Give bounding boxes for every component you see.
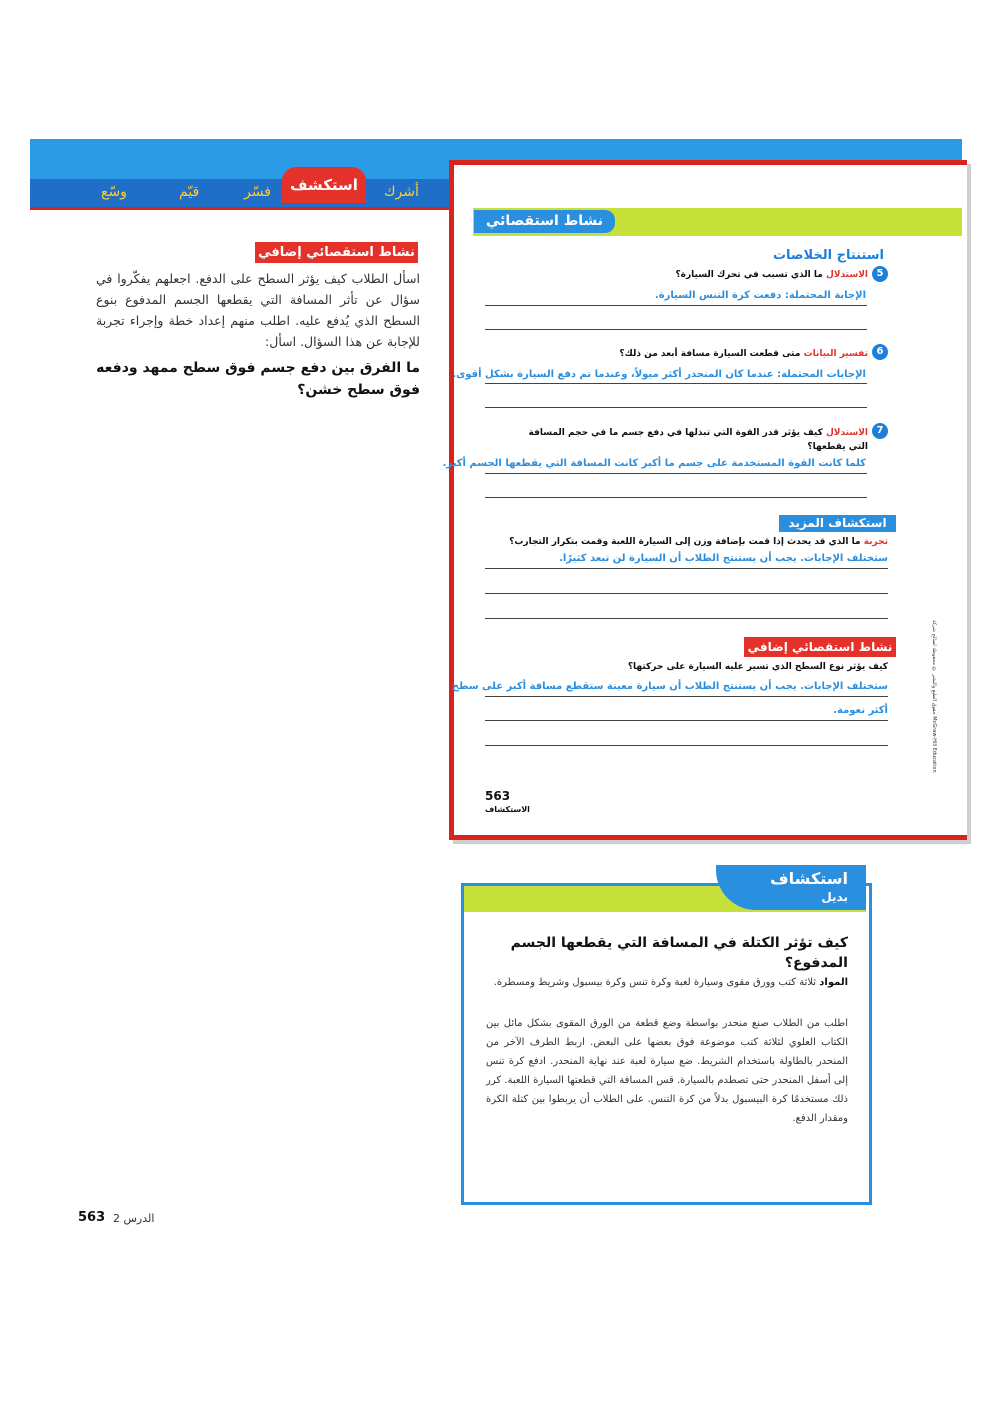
tab-engage[interactable]: أشرك (384, 184, 419, 200)
experiment-text: ما الذي قد يحدث إذا قمت بإضافة وزن إلى السيارة اللعبة وقمت بتكرار التجارب؟ (509, 537, 861, 547)
extra-answer-2: أكثر نعومة. (833, 705, 888, 716)
question-7 (529, 428, 869, 438)
question-number-6: 6 (872, 344, 888, 360)
conclusions-title: استنتاج الخلاصات (772, 248, 884, 263)
question-5-text: ما الذي تسبب في تحرك السيارة؟ (675, 270, 823, 280)
tab-explore-active[interactable]: استكشف (282, 167, 366, 203)
alternate-materials (486, 974, 848, 992)
answer-line (485, 618, 888, 619)
question-6-text: متى قطعت السيارة مسافة أبعد من ذلك؟ (619, 349, 801, 359)
explore-more-badge: استكشاف المزيد (779, 515, 896, 532)
footer-page-number: 563 (78, 1210, 106, 1225)
answer-line (485, 329, 867, 330)
experiment-answer: ستختلف الإجابات. يجب أن يستنتج الطلاب أن السيارة لن تبعد كثيرًا. (559, 553, 888, 564)
question-7-line2: التي يقطعها؟ (807, 442, 868, 452)
alternate-title: استكشاف (770, 869, 848, 888)
answer-line (485, 696, 888, 697)
tab-extend[interactable]: وسّع (101, 184, 127, 200)
answer-7: كلما كانت القوة المستخدمة على جسم ما أكبر كانت المسافة التي يقطعها الجسم أكبر. (442, 458, 866, 469)
extra-question: كيف يؤثر نوع السطح الذي تسير عليه السيارة على حركتها؟ (627, 662, 888, 672)
card-page-number: 563 (485, 789, 511, 803)
left-heading: نشاط استقصائي إضافي (255, 242, 418, 263)
alternate-subtitle: بديل (821, 890, 848, 904)
vertical-credit: حقوق الطبع والنشر © محفوظة لصالح شركة McGraw-Hill Education (931, 620, 937, 773)
answer-line (485, 305, 867, 306)
question-5-keyword: الاستدلال (825, 270, 868, 280)
question-7-keyword: الاستدلال (825, 428, 868, 438)
extra-answer-1: ستختلف الإجابات. يجب أن يستنتج الطلاب أن سيارة معينة ستقطع مسافة أكبر على سطح (451, 681, 888, 692)
card-header-label: نشاط استقصائي (474, 210, 615, 233)
question-number-7: 7 (872, 423, 888, 439)
card-page-label: الاستكشاف (485, 805, 530, 814)
footer-lesson: الدرس 2 (113, 1212, 155, 1225)
answer-line (485, 593, 888, 594)
answer-line (485, 745, 888, 746)
tab-evaluate[interactable]: قيّم (179, 184, 200, 200)
answer-6: الإجابات المحتملة: عندما كان المنحدر أكثر ميولاً، وعندما تم دفع السيارة بشكل أقوى. (452, 369, 866, 380)
question-5 (675, 270, 868, 280)
left-question: ما الفرق بين دفع جسم فوق سطح ممهد ودفعه فوق سطح خشن؟ (96, 360, 420, 398)
alternate-question: كيف تؤثر الكتلة في المسافة التي يقطعها الجسم المدفوع؟ (510, 935, 848, 971)
left-body-text: اسأل الطلاب كيف يؤثر السطح على الدفع. اجعلهم يفكّروا في سؤال عن تأثر المسافة التي يقطعها الجسم المدفوع بنوع السطح الذي يُدفع عليه. اطلب منهم إعداد خطة وإجراء تجربة للإجابة عن هذا السؤال. اسأل: (96, 271, 420, 349)
extra-inquiry-badge: نشاط استقصائي إضافي (744, 637, 896, 657)
tab-explain[interactable]: فسّر (244, 184, 271, 200)
answer-line (485, 497, 867, 498)
answer-5: الإجابة المحتملة: دفعت كرة التنس السيارة. (654, 290, 866, 301)
materials-label: المواد (819, 977, 848, 988)
materials-text: ثلاثة كتب وورق مقوى وسيارة لعبة وكرة تنس وكرة بيسبول وشريط ومسطرة. (493, 977, 817, 988)
experiment-keyword: تجربة (863, 537, 888, 547)
question-7-text: كيف يؤثر قدر القوة التي تبذلها في دفع جسم ما في حجم المسافة (528, 428, 823, 438)
answer-line (485, 383, 867, 384)
answer-line (485, 407, 867, 408)
question-6 (619, 349, 868, 359)
answer-line (485, 568, 888, 569)
alternate-body: اطلب من الطلاب صنع منحدر بواسطة وضع قطعة من الورق المقوى بشكل مائل بين الكتاب العلوي لثلاثة كتب موضوعة فوق بعضها على البعض. اربط الطرف الآخر من المنحدر بالطاولة باستخدام الشريط. ضع سيارة لعبة عند نهاية المنحدر. ادفع كرة تنس إلى أسفل المنحدر حتى تصطدم بالسيارة. قس المسافة التي قطعتها السيارة اللعبة. كرر ذلك مستخدمًا كرة البيسبول بدلاً من كرة التنس. على الطلاب أن يربطوا بين كتلة الكرة ومقدار الدفع. (486, 1018, 848, 1124)
answer-line (485, 720, 888, 721)
page-card (449, 160, 967, 840)
question-number-5: 5 (872, 266, 888, 282)
question-6-keyword: تفسير البيانات (803, 349, 868, 359)
experiment-prompt (509, 537, 888, 547)
answer-line (485, 473, 867, 474)
